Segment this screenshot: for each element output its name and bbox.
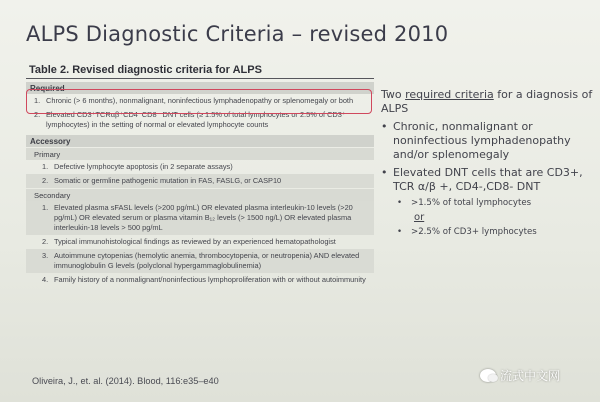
item-number: 3. <box>42 251 49 260</box>
item-text: Typical immunohistological findings as reviewed by an experienced hematopathologist <box>54 237 336 246</box>
bullet-text: Elevated DNT cells that are CD3+, TCR α/β +, CD4-,CD8- DNT <box>393 166 583 193</box>
accessory-header: Accessory <box>26 135 374 147</box>
item-text: Autoimmune cytopenias (hemolytic anemia, thrombocytopenia, or neutropenia) AND elevated immunoglobulin G levels (polyclonal hypergammaglobulinemia) <box>54 251 360 270</box>
summary-bullet-1 <box>381 120 593 162</box>
watermark-text: 流式中文网 <box>500 369 561 383</box>
citation: Oliveira, J., et. al. (2014). Blood, 116:e35–e40 <box>32 376 219 386</box>
intro-underlined: required criteria <box>405 88 494 101</box>
bullet-dot: • <box>381 166 388 179</box>
item-text: Chronic (> 6 months), nonmalignant, noninfectious lymphadenopathy or splenomegaly or both <box>46 96 354 105</box>
intro-text: Two <box>381 88 406 101</box>
secondary-item-4 <box>26 273 374 287</box>
criteria-table <box>26 64 374 287</box>
item-text: Somatic or germline pathogenic mutation in FAS, FASLG, or CASP10 <box>54 176 282 185</box>
secondary-item-1 <box>26 201 374 235</box>
bullet-dot: • <box>381 120 388 133</box>
table-caption: Table 2. Revised diagnostic criteria for ALPS <box>26 64 374 79</box>
item-number: 2. <box>42 176 49 185</box>
item-number: 1. <box>42 203 49 212</box>
sub-bullet-text: >2.5% of CD3+ lymphocytes <box>411 227 537 237</box>
item-number: 1. <box>42 162 49 171</box>
item-text: Elevated CD3⁺TCRαβ⁺CD4⁻CD8⁻ DNT cells (≥ 1.5% of total lymphocytes or 2.5% of CD3⁺ lymphocytes) in the setting of normal or elevated lymphocyte counts <box>46 110 346 129</box>
secondary-header: Secondary <box>26 189 374 201</box>
primary-item-1 <box>26 160 374 174</box>
watermark <box>480 367 560 384</box>
summary-panel <box>381 88 593 238</box>
secondary-item-3 <box>26 249 374 273</box>
primary-item-2 <box>26 174 374 188</box>
or-separator: or <box>414 212 425 223</box>
wechat-icon <box>480 369 496 382</box>
intro-text-end: for a diagnosis of ALPS <box>381 88 593 115</box>
item-text: Defective lymphocyte apoptosis (in 2 separate assays) <box>54 162 233 171</box>
item-number: 2. <box>42 237 49 246</box>
secondary-item-2 <box>26 235 374 249</box>
summary-intro <box>381 88 593 116</box>
bullet-dot: • <box>397 227 403 237</box>
item-number: 2. <box>34 110 41 119</box>
required-header: Required <box>26 82 374 94</box>
item-number: 1. <box>34 96 41 105</box>
item-text: Elevated plasma sFASL levels (>200 pg/mL) OR elevated plasma interleukin-10 levels (>20 pg/mL) OR elevated serum or plasma vitamin B₁₂ levels (> 1500 ng/L) OR elevated plasma interleukin-18 levels > 500 pg/mL <box>54 203 353 232</box>
bullet-text: Chronic, nonmalignant or noninfectious lymphadenopathy and/or splenomegaly <box>393 120 571 161</box>
sub-bullet-text: >1.5% of total lymphocytes <box>411 198 532 208</box>
item-text: Family history of a nonmalignant/noninfectious lymphoproliferation with or without autoimmunity <box>54 275 366 284</box>
slide-title: ALPS Diagnostic Criteria – revised 2010 <box>26 22 449 46</box>
primary-header: Primary <box>26 148 374 160</box>
item-number: 4. <box>42 275 49 284</box>
bullet-dot: • <box>397 198 403 208</box>
summary-bullet-2 <box>381 166 593 194</box>
highlight-box <box>26 89 372 114</box>
summary-sub-bullet-2 <box>381 227 593 238</box>
summary-sub-bullet-1 <box>381 198 593 209</box>
